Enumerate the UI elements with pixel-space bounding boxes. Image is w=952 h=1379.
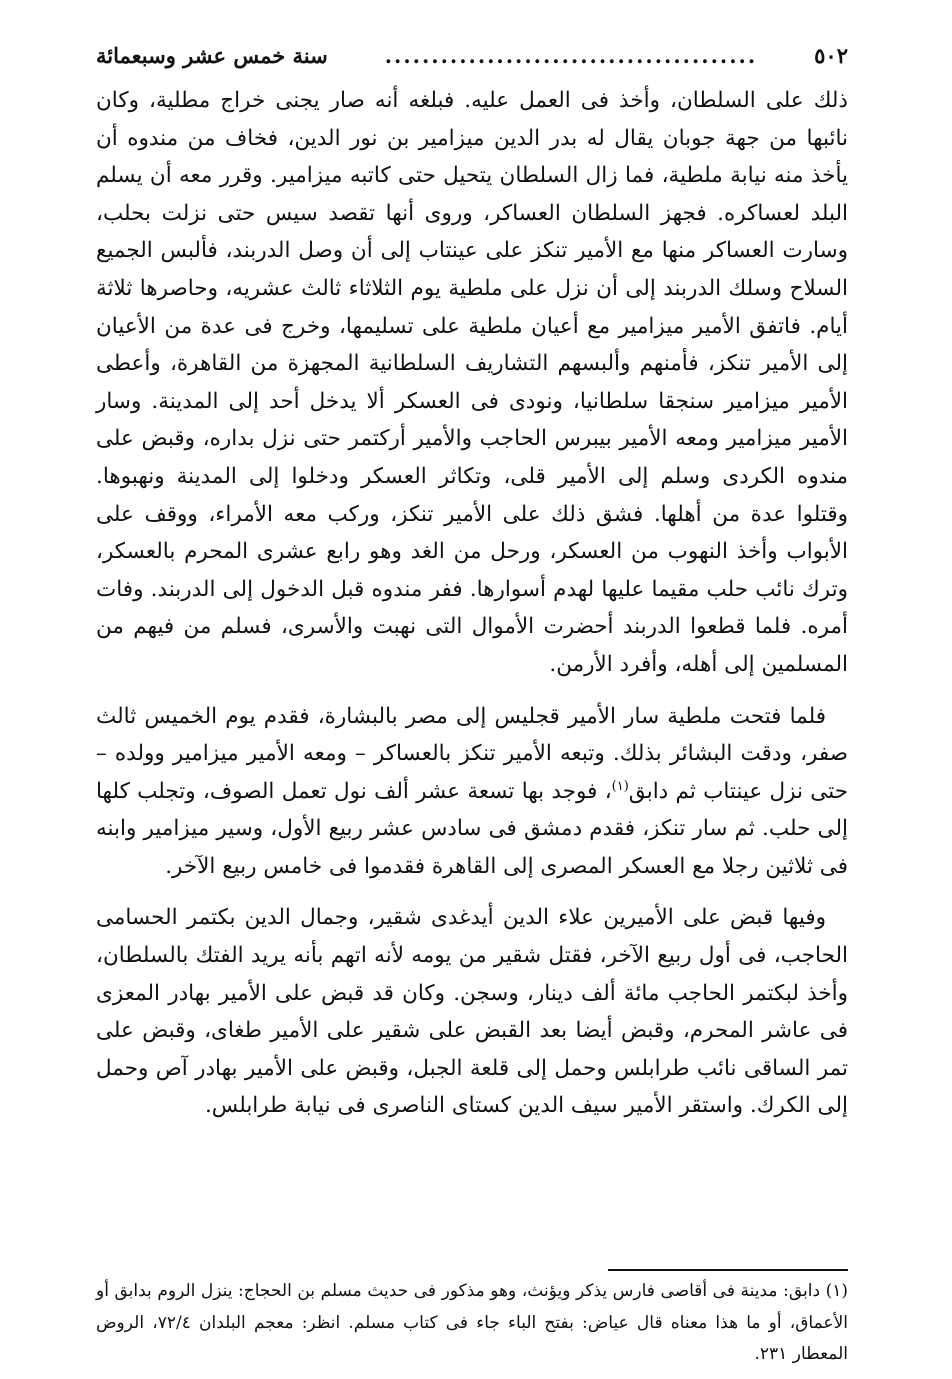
- running-title: سنة خمس عشر وسبعمائة: [96, 43, 328, 68]
- header-leader-dots: ........................................: [384, 43, 758, 68]
- paragraph-3: وفيها قبض على الأميرين علاء الدين أيدغدى شقير، وجمال الدين بكتمر الحسامى الحاجب، فى أول ربيع الآخر، فقتل شقير من يومه لأنه اتهم بأنه يريد الفتك بالسلطان، وأخذ لبكتمر الحاجب مائة ألف دينار، وسجن. وكان قد قبض على الأمير بهادر المعزى فى عاشر المحرم، وقبض أيضا بعد القبض على شقير على الأمير طغاى، وقبض على تمر الساقى نائب طرابلس وحمل إلى قلعة الجبل، وقبض على الأمير بهادر آص وحمل إلى الكرك. واستقر الأمير سيف الدين كستاى الناصرى فى نيابة طرابلس.: [96, 905, 848, 1119]
- footnotes: [96, 1276, 848, 1371]
- paragraph-2: [96, 698, 848, 886]
- page-number: ٥٠٢: [814, 43, 848, 68]
- paragraph-2-text-a: فلما فتحت ملطية سار الأمير قجليس إلى مصر بالبشارة، فقدم يوم الخميس ثالث صفر، ودقت البشائر بذلك. وتبعه الأمير تنكز بالعساكر – ومعه الأمير ميزامير وولده – حتى نزل عينتاب ثم دابق: [96, 703, 848, 804]
- paragraph-2-text-b: ، فوجد بها تسعة عشر ألف نول تعمل الصوف، وتجلب كلها إلى حلب. ثم سار تنكز، فقدم دمشق فى سادس عشر ربيع الأول، وسير ميزامير وابنه فى ثلاثين رجلا مع العسكر المصرى إلى القاهرة فقدموا فى خامس ربيع الآخر.: [96, 778, 848, 879]
- footnote-reference: (١): [611, 778, 629, 794]
- footnote-separator: [608, 1269, 848, 1271]
- footnote-1: (١) دابق: مدينة فى أقاصى فارس يذكر ويؤنث، وهو مذكور فى حديث مسلم بن الحجاج: ينزل الروم بدابق أو الأعماق، أو ما هذا معناه قال عياض: بفتح الباء جاء فى كتاب مسلم. انظر: معجم البلدان ٧٢/٤، الروض المعطار ٢٣١.: [96, 1281, 848, 1364]
- running-header: [96, 38, 848, 74]
- main-text: [96, 82, 848, 1125]
- book-page: [96, 38, 848, 1364]
- paragraph-1: ذلك على السلطان، وأخذ فى العمل عليه. فبلغه أنه صار يجنى خراج مطلية، وكان نائبها من جهة جوبان يقال له بدر الدين ميزامير بن نور الدين، فخاف من مندوه أن يأخذ منه نيابة ملطية، فما زال السلطان يتحيل حتى كاتبه ميزامير. وقرر معه أن يسلم البلد لعساكره. فجهز السلطان العساكر، وروى أنها تقصد سيس حتى نزلت بحلب، وسارت العساكر منها مع الأمير تنكز على عينتاب إلى أن وصل الدربند، فألبس الجميع السلاح وسلك الدربند إلى أن نزل على ملطية يوم الثلاثاء ثالث عشريه، وحاصرها ثلاثة أيام. فاتفق الأمير ميزامير مع أعيان ملطية على تسليمها، وخرج فى عدة من الأعيان إلى الأمير تنكز، فأمنهم وألبسهم التشاريف السلطانية المجهزة من القاهرة، وأعطى الأمير ميزامير سنجقا سلطانيا، ونودى فى العسكر ألا يدخل أحد إلى المدينة. وسار الأمير ميزامير ومعه الأمير بيبرس الحاجب والأمير أركتمر حتى نزل بداره، وقبض على مندوه الكردى وسلم إلى الأمير قلى، وتكاثر العسكر ودخلوا إلى المدينة ونهبوها. وقتلوا عدة من أهلها. فشق ذلك على الأمير تنكز، وركب معه الأمراء، ووقف على الأبواب وأخذ النهوب من العسكر، ورحل من الغد وهو رابع عشرى المحرم بالعسكر، وترك نائب حلب مقيما عليها لهدم أسوارها. ففر مندوه قبل الدخول إلى الدربند. وفات أمره. فلما قطعوا الدربند أحضرت الأموال التى نهبت والأسرى، فسلم من فيهم من المسلمين إلى أهله، وأفرد الأرمن.: [96, 88, 848, 677]
